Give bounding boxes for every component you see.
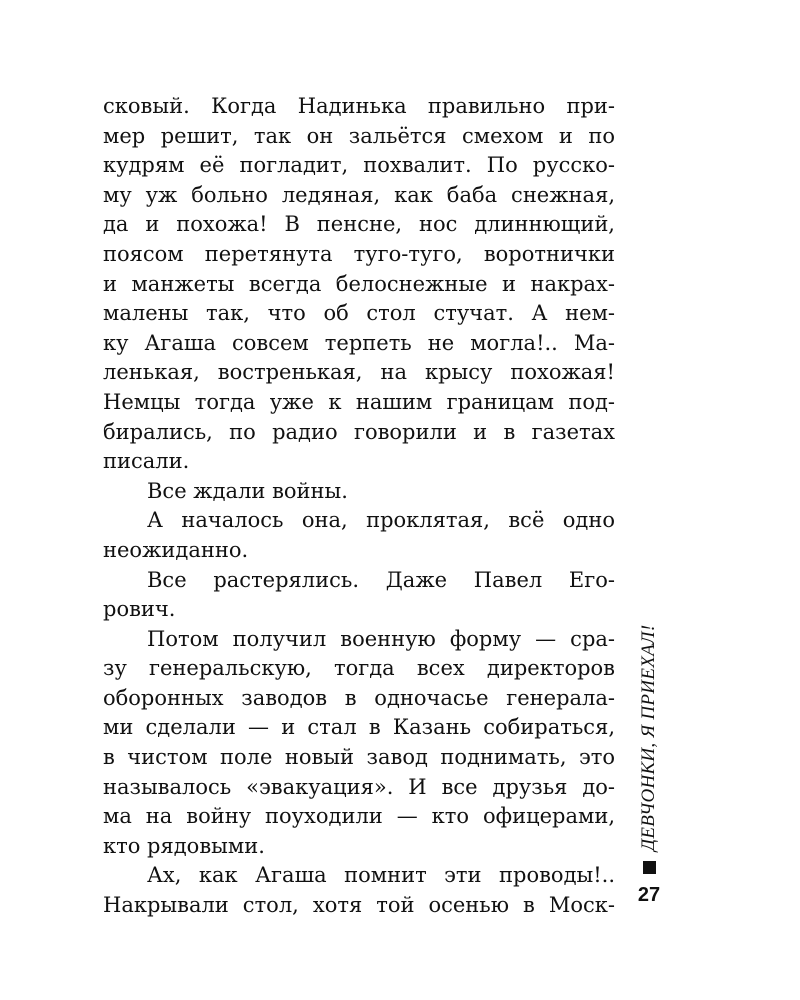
text-line: малены так, что об стол стучат. А нем- bbox=[103, 301, 615, 326]
text-line: и манжеты всегда белоснежные и накрах- bbox=[103, 271, 615, 296]
text-line: Накрывали стол, хотя той осенью в Моск- bbox=[103, 893, 615, 918]
text-line: сковый. Когда Надинька правильно при- bbox=[103, 94, 615, 118]
text-line: ку Агаша совсем терпеть не могла!.. Ма- bbox=[103, 330, 615, 355]
running-head bbox=[635, 554, 663, 874]
text-line: А началось она, проклятая, всё одно bbox=[147, 508, 615, 533]
text-line: называлось «эвакуация». И все друзья до- bbox=[103, 774, 615, 799]
text-line: писали. bbox=[103, 449, 190, 474]
text-line: поясом перетянута туго-туго, воротнички bbox=[103, 241, 615, 266]
square-bullet-icon bbox=[643, 861, 656, 874]
text-line: ленькая, востренькая, на крысу похожая! bbox=[103, 360, 615, 385]
text-line: ми сделали — и стал в Казань собираться, bbox=[103, 715, 615, 740]
text-line: Потом получил военную форму — сра- bbox=[147, 626, 615, 651]
text-line: ма на войну поуходили — кто офицерами, bbox=[103, 804, 615, 829]
text-line: му уж больно ледяная, как баба снежная, bbox=[103, 182, 615, 207]
text-line: оборонных заводов в одночасье генерала- bbox=[103, 685, 615, 710]
text-line: зу генеральскую, тогда всех директоров bbox=[103, 656, 615, 681]
text-line: неожиданно. bbox=[103, 537, 249, 562]
text-line: да и похожа! В пенсне, нос длиннющий, bbox=[103, 212, 615, 237]
text-line: мер решит, так он зальётся смехом и по bbox=[103, 123, 615, 148]
running-head-title: ДЕВЧОНКИ, Я ПРИЕХАЛ! bbox=[638, 624, 659, 851]
page-number: 27 bbox=[637, 884, 661, 906]
text-line: Немцы тогда уже к нашим границам под- bbox=[103, 389, 615, 414]
text-line: в чистом поле новый завод поднимать, это bbox=[103, 745, 615, 770]
text-line: кудрям её погладит, похвалит. По русско- bbox=[103, 153, 615, 178]
text-line: бирались, по радио говорили и в газетах bbox=[103, 419, 615, 444]
text-line: Ах, как Агаша помнит эти проводы!.. bbox=[147, 863, 615, 888]
body-text bbox=[103, 92, 615, 921]
text-line: рович. bbox=[103, 597, 176, 622]
text-line: Все ждали войны. bbox=[147, 478, 348, 503]
text-line: кто рядовыми. bbox=[103, 833, 265, 858]
text-line: Все растерялись. Даже Павел Его- bbox=[147, 567, 615, 592]
